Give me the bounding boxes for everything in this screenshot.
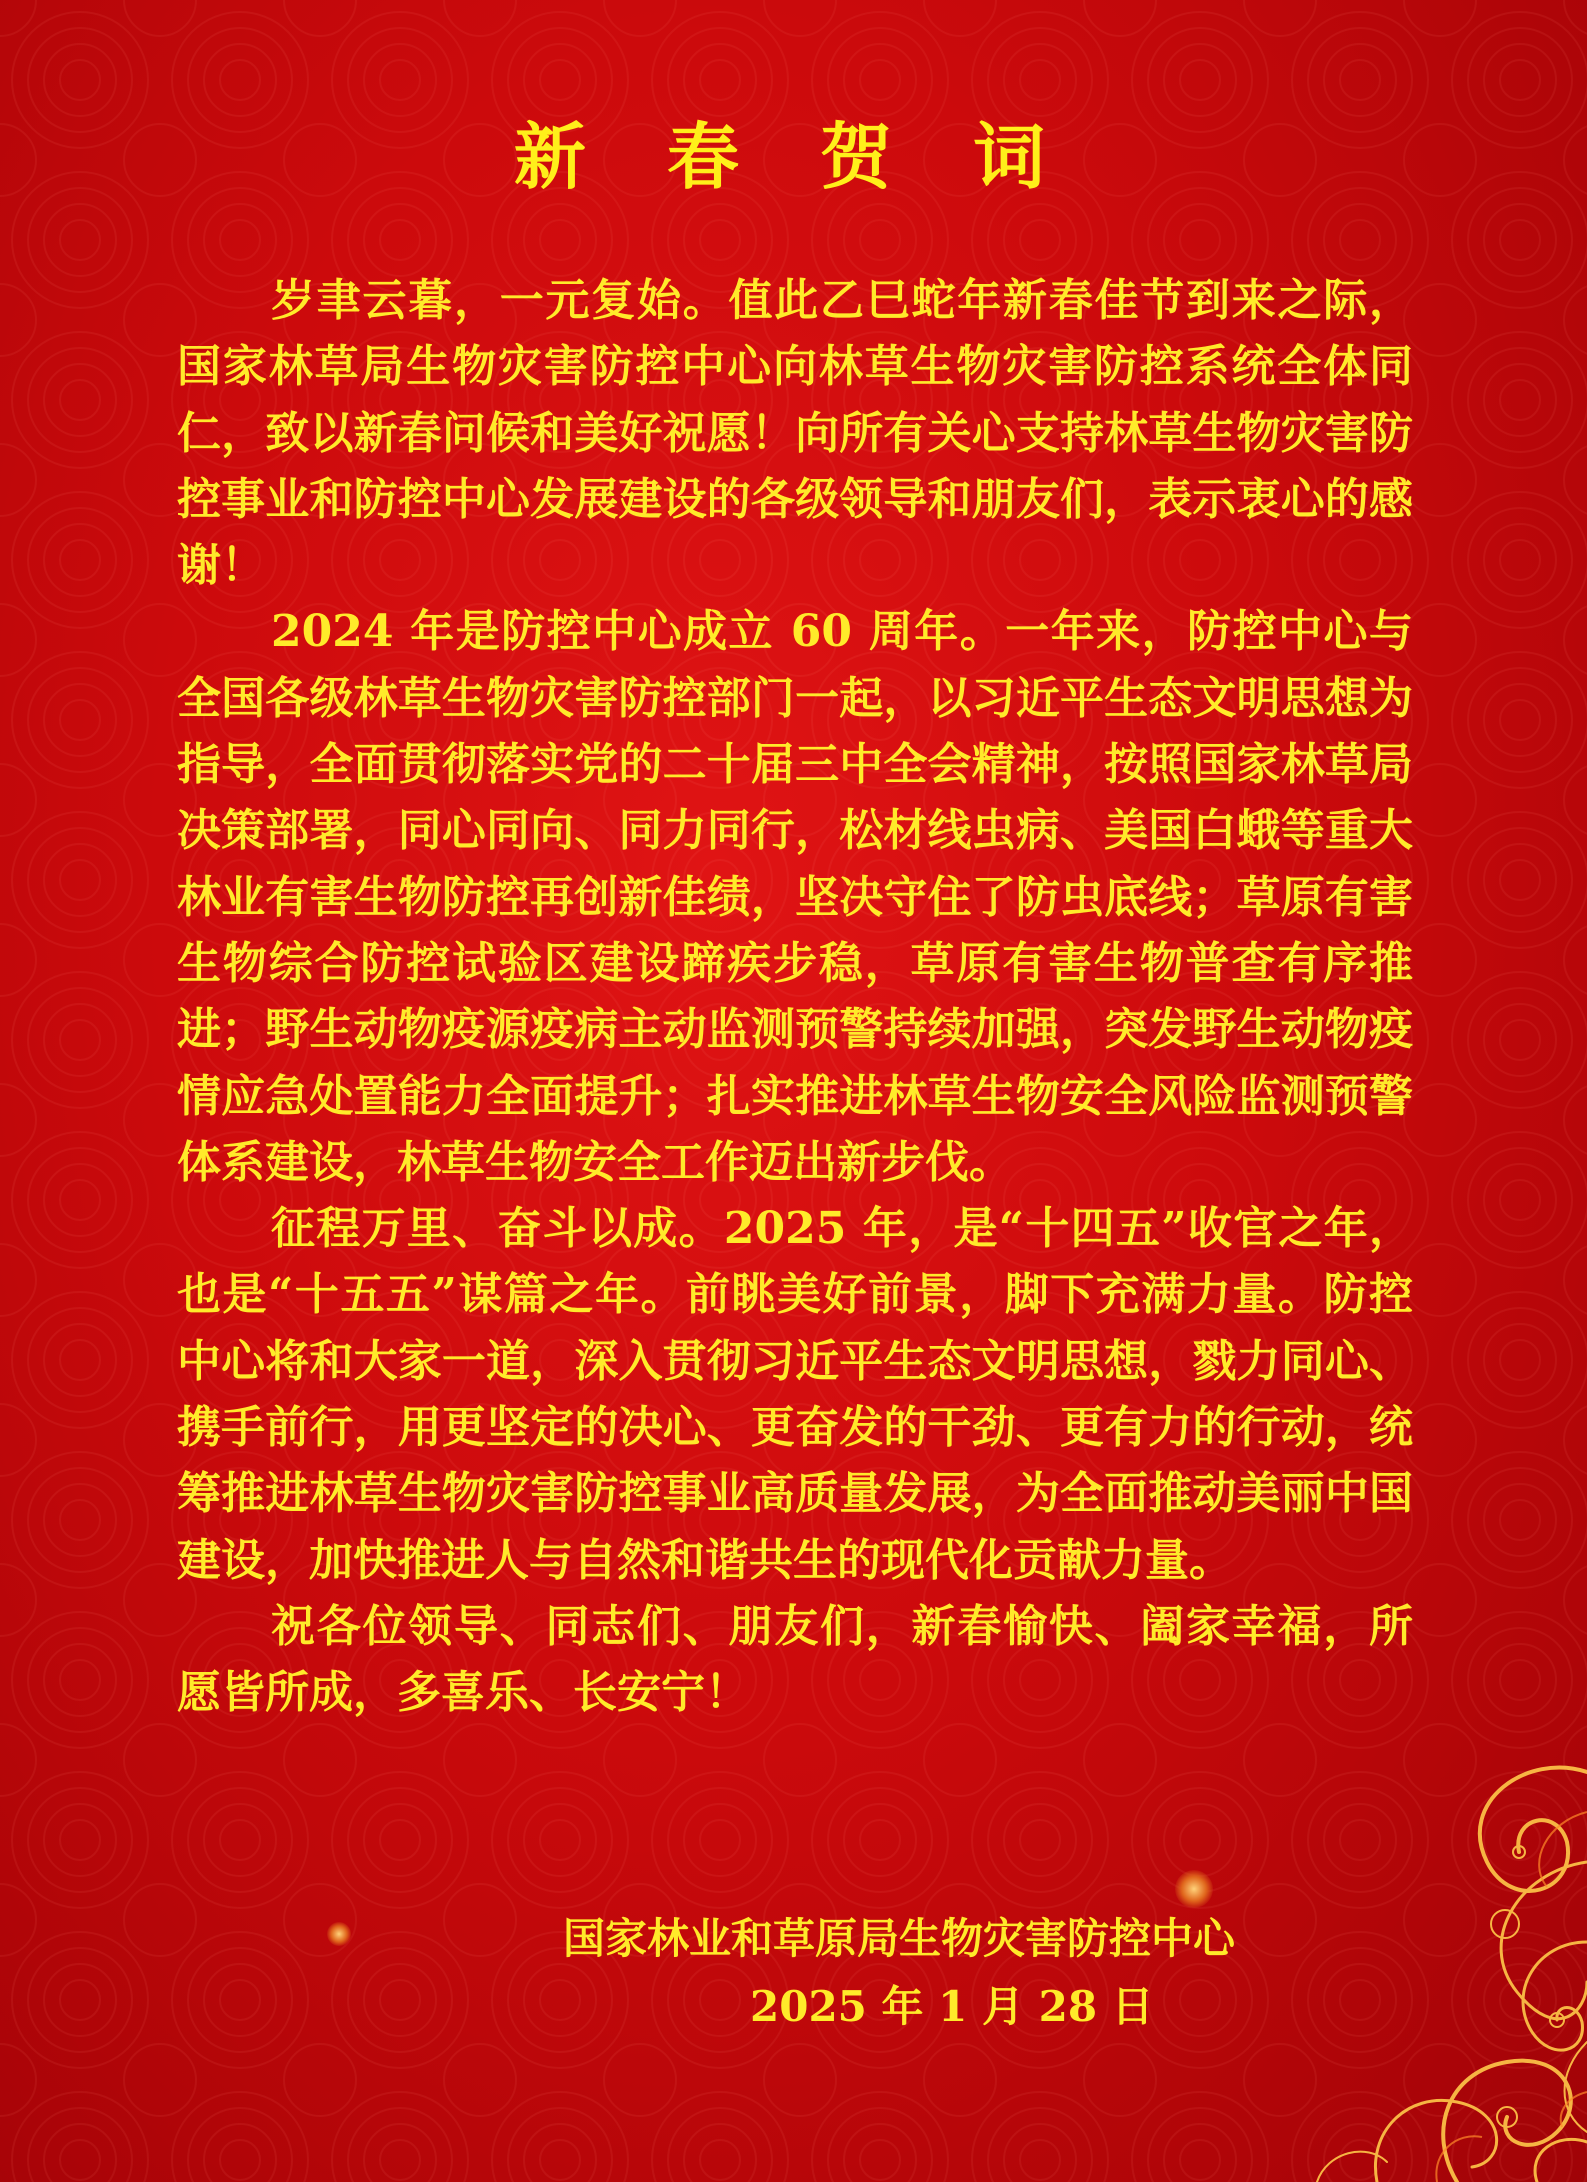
paragraph: 征程万里、奋斗以成。2025 年，是“十四五”收官之年，也是“十五五”谋篇之年。前眺美好前景，脚下充满力量。防控中心将和大家一道，深入贯彻习近平生态文明思想，戮力同心、携手前行，用更坚定的决心、更奋发的干劲、更有力的行动，统筹推进林草生物灾害防控事业高质量发展，为全面推动美丽中国建设，加快推进人与自然和谐共生的现代化贡献力量。 — [177, 1203, 1413, 1586]
signature-block — [563, 1905, 1323, 2041]
signature-organization: 国家林业和草原局生物灾害防控中心 — [563, 1914, 1236, 1963]
greeting-body — [177, 268, 1413, 1727]
page-title: 新 春 贺 词 — [513, 114, 1074, 199]
signature-date: 2025 年 1 月 28 日 — [750, 1982, 1154, 2031]
paragraph: 祝各位领导、同志们、朋友们，新春愉快、阖家幸福，所愿皆所成，多喜乐、长安宁！ — [177, 1600, 1413, 1719]
paragraph: 2024 年是防控中心成立 60 周年。一年来，防控中心与全国各级林草生物灾害防控部门一起，以习近平生态文明思想为指导，全面贯彻落实党的二十届三中全会精神，按照国家林草局决策部署，同心同向、同力同行，松材线虫病、美国白蛾等重大林业有害生物防控再创新佳绩，坚决守住了防虫底线；草原有害生物综合防控试验区建设蹄疾步稳，草原有害生物普查有序推进；野生动物疫源疫病主动监测预警持续加强，突发野生动物疫情应急处置能力全面提升；扎实推进林草生物安全风险监测预警体系建设，林草生物安全工作迈出新步伐。 — [177, 606, 1413, 1188]
paragraph: 岁聿云暮，一元复始。值此乙巳蛇年新春佳节到来之际，国家林草局生物灾害防控中心向林草生物灾害防控系统全体同仁，致以新春问候和美好祝愿！向所有关心支持林草生物灾害防控事业和防控中心发展建设的各级领导和朋友们，表示衷心的感谢！ — [177, 275, 1413, 592]
